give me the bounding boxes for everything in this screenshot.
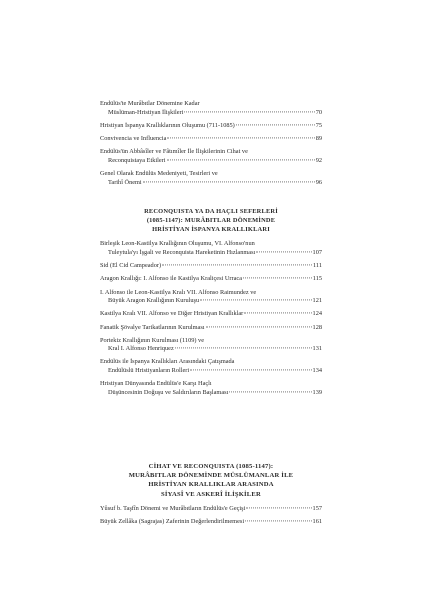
toc-entry-page-number: 139: [312, 388, 322, 396]
toc-entry-title-line: I. Alfonso ile Leon-Kastilya Kralı VII. Alfonso Raimundez ve: [100, 288, 257, 296]
toc-entry-last-line: [100, 505, 322, 514]
toc-entry-page-number: 92: [315, 156, 322, 164]
toc-entry-title-line: Fanatik Şövalye Tarikatlarının Kurulması: [100, 323, 205, 331]
toc-entry[interactable]: [100, 324, 322, 333]
toc-entry-last-line: [100, 345, 322, 354]
section-heading-line: MURÂBITLAR DÖNEMİNDE MÜSLÜMANLAR İLE: [128, 472, 294, 480]
toc-section-3: [100, 462, 322, 531]
toc-entry-title-line: Sid (El Cid Campeador): [100, 262, 162, 270]
toc-entry[interactable]: [100, 100, 322, 117]
toc-entry[interactable]: [100, 240, 322, 257]
dot-leader: [143, 181, 315, 182]
toc-entry-title-line: Portekiz Krallığının Kurulması (1109) ve: [100, 336, 204, 344]
section-heading-line: (1085-1147): MURÂBITLAR DÖNEMİNDE: [146, 216, 276, 224]
toc-entry-page-number: 161: [312, 518, 322, 525]
toc-entry-title-line: Convivencia ve Influencia: [100, 134, 167, 142]
toc-section-2: [100, 208, 322, 402]
toc-entry-title-line: Birleşik Leon-Kastilya Krallığının Oluşumu, VI. Alfonso'nun: [100, 240, 255, 248]
section-heading-line: RECONQUISTA YA DA HAÇLI SEFERLERİ: [144, 208, 278, 215]
dot-leader: [167, 159, 315, 160]
toc-entry-page-number: 124: [312, 310, 322, 318]
toc-entry[interactable]: [100, 122, 322, 131]
toc-entry[interactable]: [100, 505, 322, 514]
section-heading-line: SİYASÎ VE ASKERÎ İLİŞKİLER: [161, 490, 261, 498]
toc-entry[interactable]: [100, 262, 322, 271]
toc-entry-title-line: Endülüslü Hristiyanların Rolleri: [108, 367, 190, 375]
toc-entry[interactable]: [100, 289, 322, 306]
toc-entry[interactable]: [100, 380, 322, 397]
toc-entry[interactable]: [100, 310, 322, 319]
toc-entry[interactable]: [100, 275, 322, 284]
toc-entry-page-number: 121: [312, 297, 322, 305]
toc-entry-last-line: [100, 262, 322, 271]
toc-entry-title-line: Hristiyan Dünyasında Endülüs'e Karşı Haçlı: [100, 380, 212, 388]
toc-entry-page-number: 89: [315, 134, 322, 142]
toc-entry-last-line: [100, 518, 322, 527]
toc-entry-title-line: Aragon Krallığı: I. Alfonso ile Kastilya Kraliçesi Urraca: [100, 275, 242, 283]
dot-leader: [162, 265, 312, 266]
toc-entry-page-number: 96: [315, 178, 322, 186]
toc-entry-page-number: 157: [312, 504, 322, 512]
section-heading-line: HRİSTİYAN İSPANYA KRALLIKLARI: [152, 225, 270, 233]
dot-leader: [206, 326, 312, 327]
dot-leader: [184, 111, 314, 112]
toc-entry-page-number: 107: [312, 248, 322, 256]
dot-leader: [236, 124, 315, 125]
toc-entry[interactable]: [100, 518, 322, 527]
dot-leader: [167, 137, 314, 138]
dot-leader: [229, 391, 311, 392]
toc-entry[interactable]: [100, 358, 322, 375]
toc-entry[interactable]: [100, 337, 322, 354]
toc-entry-page-number: 131: [312, 345, 322, 353]
toc-entry-title-line: Müslüman-Hristiyan İlişkileri: [108, 108, 184, 116]
toc-entry-last-line: [100, 310, 322, 319]
toc-entry-title-line: Büyük Zellâka (Sagrajas) Zaferinin Değerlendirilmemesi: [100, 518, 245, 525]
toc-entry-title-line: Genel Olarak Endülüs Medeniyeti, Tesirleri ve: [100, 169, 218, 177]
toc-entry-last-line: [100, 122, 322, 131]
toc-entry[interactable]: [100, 170, 322, 187]
dot-leader: [243, 278, 312, 279]
section-heading-line: HRİSTİYAN KRALLIKLAR ARASINDA: [148, 481, 274, 489]
dot-leader: [246, 507, 311, 508]
toc-entry-last-line: [100, 109, 322, 118]
toc-entry-title-line: Endülüs'ün Abbâsîler ve Fâtımîler İle İlişkilerinin Cihat ve: [100, 148, 248, 156]
toc-entry-last-line: [100, 389, 322, 398]
toc-entry-last-line: [100, 275, 322, 284]
toc-entry-last-line: [100, 324, 322, 333]
toc-entry-title-line: Yûsuf b. Taşfîn Dönemi ve Murâbıtların Endülüs'e Geçişi: [100, 504, 246, 512]
toc-entry-last-line: [100, 157, 322, 166]
toc-entry-title-line: Endülüs ile İspanya Krallıkları Arasındaki Çatışmada: [100, 358, 235, 366]
toc-entry-title-line: Reconquistaya Etkileri: [108, 156, 166, 164]
toc-entry-page-number: 134: [312, 367, 322, 375]
toc-entry-title-line: Kastilya Kralı VII. Alfonso ve Diğer Hristiyan Krallıklar: [100, 310, 244, 318]
section-heading-line: CİHAT VE RECONQUISTA (1085-1147):: [148, 463, 274, 470]
toc-entry-title-line: Kral I. Alfonso Henriquez: [108, 345, 174, 353]
toc-entry-page-number: 111: [313, 262, 322, 270]
toc-entry-title-line: Hristiyan İspanya Krallıklarının Oluşumu (711-1085): [100, 121, 235, 129]
toc-entry-title-line: Tuleytula'yı İşgali ve Reconquista Hareketinin Hızlanması: [108, 248, 256, 256]
dot-leader: [256, 251, 311, 252]
toc-entry-title-line: Düşüncesinin Doğuşu ve Saldırıların Başlaması: [108, 388, 229, 396]
toc-entry-page-number: 115: [312, 275, 322, 283]
dot-leader: [190, 369, 311, 370]
toc-entry-last-line: [100, 179, 322, 188]
toc-entry-last-line: [100, 367, 322, 376]
toc-entry-page-number: 75: [315, 121, 322, 129]
toc-section-1: [100, 100, 322, 192]
toc-entry-title-line: Tarihî Önemi: [108, 178, 142, 186]
toc-entry-last-line: [100, 297, 322, 306]
dot-leader: [200, 300, 311, 301]
toc-entry-page-number: 70: [315, 108, 322, 116]
toc-entry-last-line: [100, 135, 322, 144]
toc-entry-last-line: [100, 249, 322, 258]
dot-leader: [244, 313, 311, 314]
toc-entry[interactable]: [100, 135, 322, 144]
dot-leader: [245, 520, 311, 521]
section-heading: [100, 208, 322, 234]
dot-leader: [175, 348, 312, 349]
toc-entry[interactable]: [100, 148, 322, 165]
toc-entry-title-line: Endülüs'te Murâbıtlar Dönemine Kadar: [100, 100, 200, 107]
toc-entry-page-number: 128: [312, 323, 322, 331]
toc-entry-title-line: Büyük Aragon Krallığının Kuruluşu: [108, 297, 200, 305]
section-heading: [100, 462, 322, 499]
